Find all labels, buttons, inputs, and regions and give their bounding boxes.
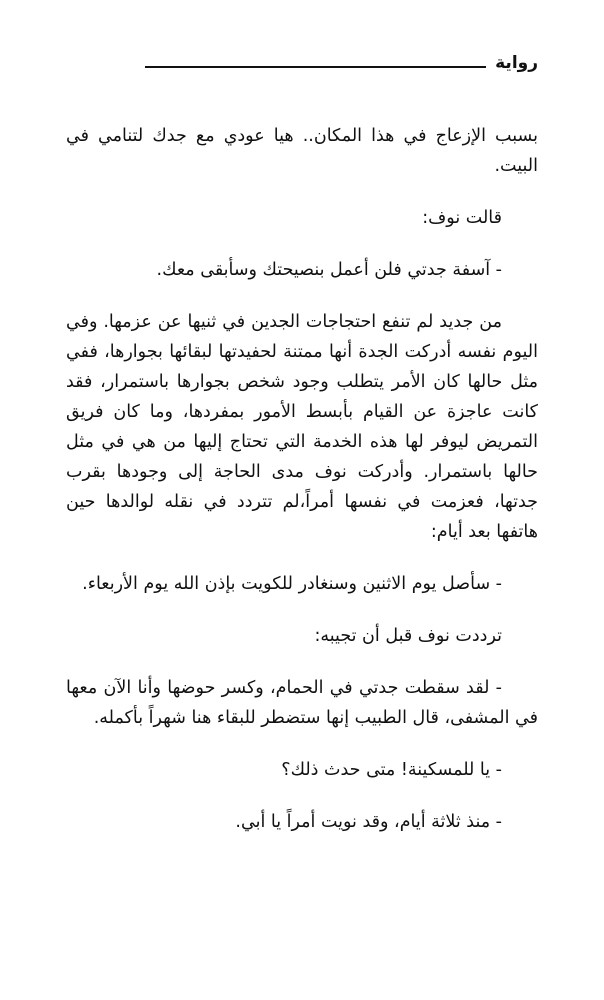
header-label: رواية [495, 53, 538, 73]
paragraph-6: ترددت نوف قبل أن تجيبه: [314, 626, 502, 646]
paragraph-4: من جديد لم تنفع احتجاجات الجدين في ثنيها عن عزمها. وفي اليوم نفسه أدركت الجدة أنها ممتنة لحفيدتها لبقائها بجوارها، ففي مثل حالها كان الأمر يتطلب وجود شخص بجوارها باستمرار، فقد كانت عاجزة عن القيام بأبسط الأمور بمفردها، وما كان فريق التمريض ليوفر لها هذه الخدمة التي تحتاج إليها من هي في مثل حالها باستمرار. وأدركت نوف مدى الحاجة إلى وجودها بقرب جدتها، فعزمت في نفسها أمراً،لم تتردد في نقله لوالدها حين هاتفها بعد أيام: [66, 312, 538, 542]
paragraph-9: - منذ ثلاثة أيام، وقد نويت أمراً يا أبي. [235, 812, 502, 832]
paragraph-8: - يا للمسكينة! متى حدث ذلك؟ [281, 760, 502, 780]
header-rule [145, 66, 486, 68]
paragraph-1: بسبب الإزعاج في هذا المكان.. هيا عودي مع جدك لتنامي في البيت. [66, 126, 538, 176]
page-body [66, 121, 538, 837]
paragraph-7: - لقد سقطت جدتي في الحمام، وكسر حوضها وأنا الآن معها في المشفى، قال الطبيب إنها ستضطر للبقاء هنا شهراً بأكمله. [66, 678, 538, 728]
paragraph-5: - سأصل يوم الاثنين وسنغادر للكويت بإذن الله يوم الأربعاء. [82, 574, 502, 594]
running-header [145, 46, 538, 80]
paragraph-2: قالت نوف: [422, 208, 502, 228]
paragraph-3: - آسفة جدتي فلن أعمل بنصيحتك وسأبقى معك. [156, 260, 502, 280]
